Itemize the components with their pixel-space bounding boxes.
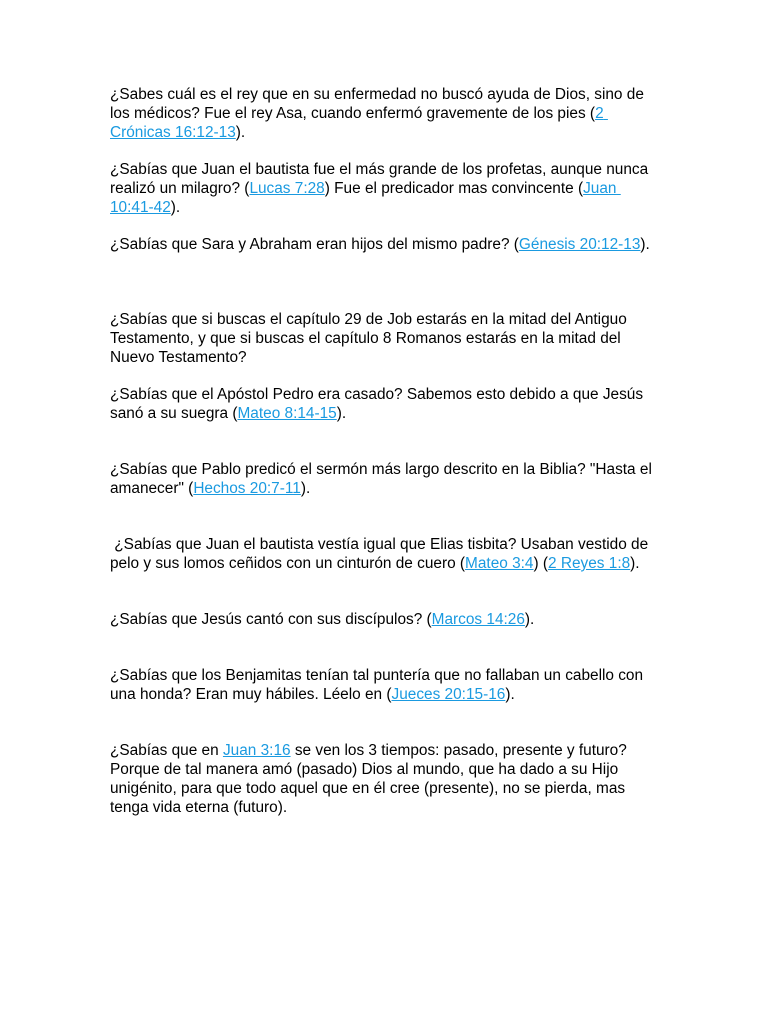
bible-reference-link[interactable]: Hechos 20:7-11 (193, 480, 301, 497)
trivia-paragraph (110, 460, 658, 517)
paragraph-text: ¿Sabes cuál es el rey que en su enfermedad no buscó ayuda de Dios, sino de los médicos? Fue el rey Asa, cuando enfermó gravemente de los pies ( (110, 86, 649, 122)
paragraph-text: se ven los 3 tiempos: pasado, presente y futuro? Porque de tal manera amó (pasado) Dios al mundo, que ha dado a su Hijo unigénito, para que todo aquel que en él cree (presente), no se pierda, mas tenga vida eterna (futuro). (110, 742, 632, 816)
bible-reference-link[interactable]: Lucas 7:28 (249, 180, 325, 197)
paragraph-text: ¿Sabías que Juan el bautista vestía igual que Elias tisbita? Usaban vestido de pelo y sus lomos ceñidos con un cinturón de cuero ( (110, 536, 653, 572)
paragraph-text: ¿Sabías que Jesús cantó con sus discípulos? ( (110, 611, 432, 628)
paragraph-text: ¿Sabías que si buscas el capítulo 29 de Job estarás en la mitad del Antiguo Testamento, y que si buscas el capítulo 8 Romanos estarás en la mitad del Nuevo Testamento? (110, 311, 631, 366)
bible-reference-link[interactable]: Mateo 3:4 (465, 555, 534, 572)
bible-reference-link[interactable]: Génesis 20:12-13 (518, 236, 641, 253)
trivia-paragraph (110, 666, 658, 723)
bible-reference-link[interactable]: Jueces 20:15-16 (391, 686, 506, 703)
paragraph-text: ). (235, 124, 246, 141)
paragraph-text: ¿Sabías que el Apóstol Pedro era casado? Sabemos esto debido a que Jesús sanó a su suegra ( (110, 386, 648, 422)
paragraph-text: ). (300, 480, 311, 497)
paragraph-text: ). (170, 199, 181, 216)
paragraph-text: ). (336, 405, 347, 422)
bible-reference-link[interactable]: Juan 10:41-42 (110, 180, 621, 216)
paragraph-text: ¿Sabías que Pablo predicó el sermón más largo descrito en la Biblia? "Hasta el amanecer" ( (110, 461, 657, 497)
document-page (110, 85, 658, 835)
trivia-paragraph (110, 85, 658, 142)
paragraph-text: ) ( (533, 555, 549, 572)
paragraph-text: ¿Sabías que los Benjamitas tenían tal puntería que no fallaban un cabello con una honda? Eran muy hábiles. Léelo en ( (110, 667, 648, 703)
paragraph-text: ¿Sabías que Sara y Abraham eran hijos del mismo padre? ( (110, 236, 519, 253)
paragraph-text: ). (630, 555, 640, 572)
trivia-paragraph (110, 310, 658, 367)
document-body (110, 85, 658, 817)
paragraph-text: ). (640, 236, 650, 253)
paragraph-text: ) Fue el predicador mas convincente ( (324, 180, 584, 197)
paragraph-text: ). (524, 611, 535, 628)
trivia-paragraph (110, 741, 658, 817)
trivia-paragraph (110, 535, 658, 592)
trivia-paragraph (110, 385, 658, 442)
trivia-paragraph (110, 235, 658, 292)
trivia-paragraph (110, 610, 658, 648)
paragraph-text: ¿Sabías que Juan el bautista fue el más grande de los profetas, aunque nunca realizó un milagro? ( (110, 161, 653, 197)
bible-reference-link[interactable]: Juan 3:16 (222, 742, 291, 759)
bible-reference-link[interactable]: Marcos 14:26 (431, 611, 525, 628)
bible-reference-link[interactable]: 2 Reyes 1:8 (548, 555, 631, 572)
bible-reference-link[interactable]: 2 Crónicas 16:12-13 (110, 105, 608, 141)
trivia-paragraph (110, 160, 658, 217)
paragraph-text: ¿Sabías que en (110, 742, 223, 759)
bible-reference-link[interactable]: Mateo 8:14-15 (237, 405, 337, 422)
paragraph-text: ). (505, 686, 515, 703)
